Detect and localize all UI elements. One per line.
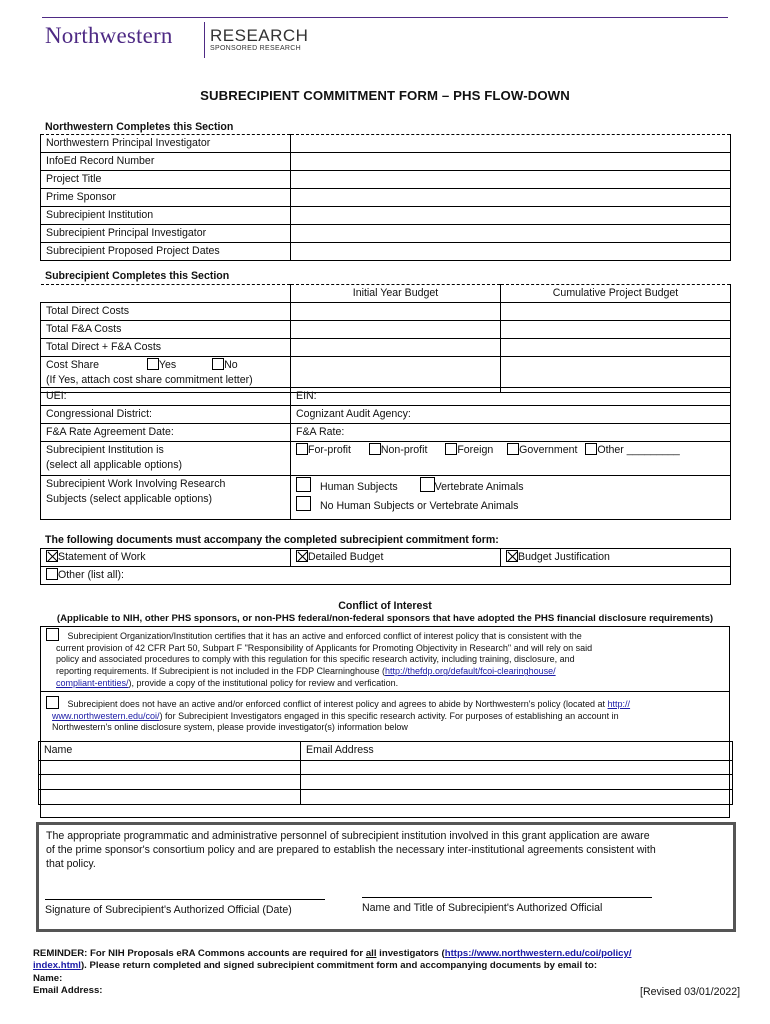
project-title-label: Project Title	[41, 171, 291, 189]
sub-institution-label: Subrecipient Institution	[41, 207, 291, 225]
total-fa-cumulative[interactable]	[501, 321, 731, 339]
investigator-name-3[interactable]	[39, 790, 301, 805]
investigator-email-2[interactable]	[301, 775, 733, 790]
budget-justification-checkbox[interactable]	[506, 550, 518, 562]
total-direct-initial[interactable]	[291, 303, 501, 321]
coi-subheading: (Applicable to NIH, other PHS sponsors, or non-PHS federal/non-federal sponsors that have adopted the PHS financial disclosure requirements)	[56, 613, 714, 624]
investigator-email-header: Email Address	[301, 742, 733, 761]
cost-share-no-checkbox[interactable]	[212, 358, 224, 370]
nw-section-table	[40, 134, 731, 261]
human-subjects-checkbox[interactable]	[296, 477, 311, 492]
cost-share-label: Cost Share	[46, 359, 99, 371]
fdp-clearinghouse-link[interactable]: http://thefdp.org/default/fcoi-clearinghouse/	[385, 666, 556, 677]
return-name-label: Name:	[33, 972, 63, 984]
signature-line[interactable]	[45, 899, 325, 900]
sub-pi-field[interactable]	[291, 225, 731, 243]
nu-coi-link-cont[interactable]: www.northwestern.edu/coi/	[52, 710, 160, 721]
foreign-label: Foreign	[457, 444, 494, 456]
certify-line1: The appropriate programmatic and administrative personnel of subrecipient institution involved in this grant application are aware	[46, 830, 650, 842]
institution-type-cell	[41, 442, 291, 476]
docs-table	[40, 548, 731, 585]
logo-research: RESEARCH	[210, 26, 309, 45]
work-involving-label: Subrecipient Work Involving Research	[46, 478, 226, 490]
sow-cell	[41, 549, 291, 567]
sub-dates-label: Subrecipient Proposed Project Dates	[41, 243, 291, 261]
return-email-label: Email Address:	[33, 985, 103, 997]
form-title: SUBRECIPIENT COMMITMENT FORM – PHS FLOW-DOWN	[200, 88, 570, 103]
investigator-name-header: Name	[39, 742, 301, 761]
logo-sponsored-research: SPONSORED RESEARCH	[210, 45, 301, 52]
certify-line2: of the prime sponsor's consortium policy and are prepared to establish the necessary inter-institutional agreements consistent with	[46, 844, 656, 856]
no-human-label: No Human Subjects or Vertebrate Animals	[319, 500, 519, 512]
investigator-email-1[interactable]	[301, 761, 733, 775]
sow-checkbox[interactable]	[46, 550, 58, 562]
northwestern-logo: Northwestern	[45, 23, 173, 48]
no-human-checkbox[interactable]	[296, 496, 311, 511]
nu-coi-link[interactable]: http://	[607, 699, 631, 709]
cost-share-note: (If Yes, attach cost share commitment letter)	[46, 374, 253, 386]
coi-heading: Conflict of Interest	[338, 600, 432, 612]
total-direct-cumulative[interactable]	[501, 303, 731, 321]
foreign-checkbox[interactable]	[445, 443, 457, 455]
vertebrate-label: Vertebrate Animals	[434, 481, 524, 493]
reminder-text	[33, 948, 733, 998]
coi-opt1-line2: current provision of 42 CFR Part 50, Subpart F "Responsibility of Applicants for Promoting Objectivity in Research" and will rely on said	[56, 642, 593, 653]
total-fa-initial[interactable]	[291, 321, 501, 339]
fa-agreement-label[interactable]: F&A Rate Agreement Date:	[41, 424, 291, 442]
coi-policy-link-cont[interactable]: index.html	[33, 960, 81, 972]
cost-share-yes-label: Yes	[158, 359, 177, 371]
detailed-budget-checkbox[interactable]	[296, 550, 308, 562]
subjects-select-note: Subjects (select applicable options)	[46, 493, 213, 505]
coi-opt1-line4: reporting requirements. If Subrecipient is not included in the FDP Clearninghouse (	[56, 666, 386, 677]
non-profit-label: Non-profit	[380, 444, 428, 456]
sub-dates-field[interactable]	[291, 243, 731, 261]
coi-opt1-line5: ), provide a copy of the institutional policy for review and verfication.	[128, 677, 399, 688]
investigator-name-1[interactable]	[39, 761, 301, 775]
fdp-clearinghouse-link-cont[interactable]: compliant-entities/	[56, 677, 129, 688]
congressional-label[interactable]: Congressional District:	[41, 406, 291, 424]
nw-pi-field[interactable]	[291, 135, 731, 153]
revised-date: [Revised 03/01/2022]	[640, 986, 741, 998]
nw-pi-label: Northwestern Principal Investigator	[41, 135, 291, 153]
sub-pi-label: Subrecipient Principal Investigator	[41, 225, 291, 243]
coi-opt2-line3: Northwestern's online disclosure system, please provide investigator(s) information below	[52, 722, 408, 733]
cost-share-yes-checkbox[interactable]	[147, 358, 159, 370]
select-all-note: (select all applicable options)	[46, 459, 183, 471]
institution-is-label: Subrecipient Institution is	[46, 444, 164, 456]
name-title-label: Name and Title of Subrecipient's Authorized Official	[362, 902, 603, 914]
research-subjects-options	[291, 476, 731, 520]
coi-opt2-line1: Subrecipient does not have an active and/or enforced conflict of interest policy and agrees to abide by Northwestern's policy (located at	[67, 699, 608, 709]
total-fa-label: Total F&A Costs	[41, 321, 291, 339]
research-subjects-cell	[41, 476, 291, 520]
other-type-checkbox[interactable]	[585, 443, 597, 455]
initial-year-header: Initial Year Budget	[291, 285, 501, 303]
coi-option-2	[46, 696, 726, 734]
sow-label: Statement of Work	[58, 551, 146, 563]
sub-institution-field[interactable]	[291, 207, 731, 225]
investigator-name-2[interactable]	[39, 775, 301, 790]
non-profit-checkbox[interactable]	[369, 443, 381, 455]
header-rule	[42, 17, 728, 18]
prime-sponsor-label: Prime Sponsor	[41, 189, 291, 207]
ein-label[interactable]: EIN:	[291, 388, 731, 406]
coi-policy-link[interactable]: https://www.northwestern.edu/coi/policy/	[444, 948, 632, 959]
infoed-field[interactable]	[291, 153, 731, 171]
reminder-part-b: investigators (	[376, 948, 445, 959]
reminder-all: all	[365, 948, 377, 959]
total-direct-fa-initial[interactable]	[291, 339, 501, 357]
docs-heading: The following documents must accompany the completed subrecipient commitment form:	[45, 534, 499, 546]
institution-info-table	[40, 387, 731, 520]
for-profit-checkbox[interactable]	[296, 443, 308, 455]
reminder-part-c: ). Please return completed and signed subrecipient commitment form and accompanying documents by email to:	[80, 960, 598, 972]
investigator-email-3[interactable]	[301, 790, 733, 805]
coi-opt1-line3: policy and associated procedures to comply with this regulation for this specific research activity, including training, disclosure, and	[56, 654, 575, 665]
coi-opt2-line2: ) for Subrecipient Investigators engaged in this specific research activity. For purposes of establishing an account in	[159, 710, 619, 721]
other-docs-cell[interactable]	[41, 567, 731, 585]
infoed-label: InfoEd Record Number	[41, 153, 291, 171]
justification-cell	[501, 549, 731, 567]
other-docs-checkbox[interactable]	[46, 568, 58, 580]
other-type-label: Other _________	[597, 444, 680, 456]
detailed-budget-label: Detailed Budget	[308, 551, 384, 563]
signature-label: Signature of Subrecipient's Authorized Official (Date)	[45, 904, 292, 916]
cumulative-header: Cumulative Project Budget	[501, 285, 731, 303]
cost-share-no-label: No	[224, 359, 238, 371]
fa-rate-label[interactable]: F&A Rate:	[291, 424, 731, 442]
investigator-table	[38, 741, 733, 805]
total-direct-fa-label: Total Direct + F&A Costs	[41, 339, 291, 357]
certify-line3: that policy.	[46, 858, 96, 870]
budget-table	[40, 284, 731, 393]
name-title-line[interactable]	[362, 897, 652, 898]
project-title-field[interactable]	[291, 171, 731, 189]
government-checkbox[interactable]	[507, 443, 519, 455]
coi-option-1-checkbox[interactable]	[46, 628, 59, 641]
coi-opt1-line1: Subrecipient Organization/Institution certifies that it has an active and enforced conflict of interest policy that is consistent with the	[67, 631, 582, 641]
prime-sponsor-field[interactable]	[291, 189, 731, 207]
coi-divider	[40, 691, 730, 692]
coi-option-1	[46, 628, 726, 690]
budget-justification-label: Budget Justification	[518, 551, 610, 563]
human-subjects-label: Human Subjects	[319, 481, 398, 493]
coi-option-2-checkbox[interactable]	[46, 696, 59, 709]
certification-text	[46, 829, 726, 871]
for-profit-label: For-profit	[308, 444, 351, 456]
vertebrate-checkbox[interactable]	[420, 477, 435, 492]
institution-type-options	[291, 442, 731, 476]
total-direct-label: Total Direct Costs	[41, 303, 291, 321]
reminder-part-a: REMINDER: For NIH Proposals eRA Commons accounts are required for	[33, 948, 366, 959]
government-label: Government	[519, 444, 578, 456]
logo-divider	[204, 22, 205, 58]
total-direct-fa-cumulative[interactable]	[501, 339, 731, 357]
uei-label[interactable]: UEI:	[41, 388, 291, 406]
budget-cell	[291, 549, 501, 567]
sub-section-heading: Subrecipient Completes this Section	[45, 270, 230, 282]
other-docs-label: Other (list all):	[58, 569, 124, 581]
cognizant-label[interactable]: Cognizant Audit Agency:	[291, 406, 731, 424]
nw-section-heading: Northwestern Completes this Section	[45, 121, 234, 133]
